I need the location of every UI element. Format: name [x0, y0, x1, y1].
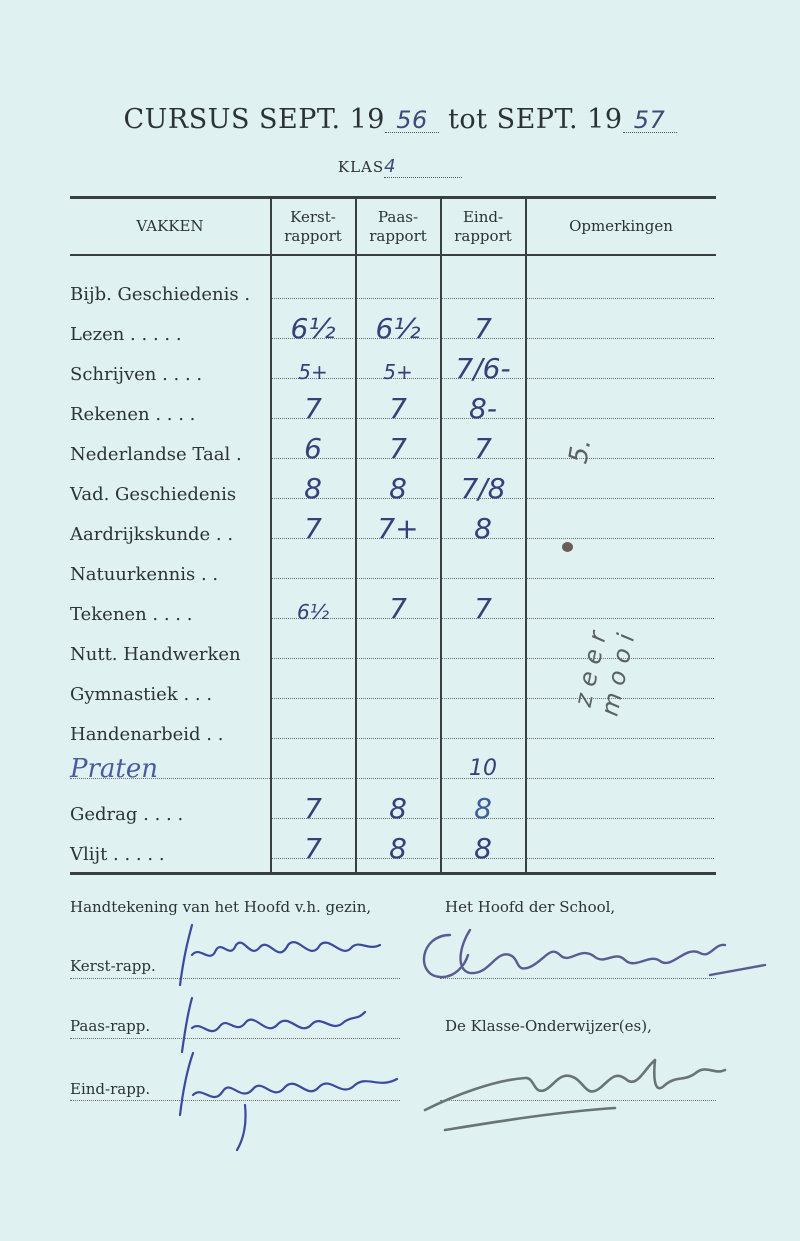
kerst-rapp-label: Kerst-rapp.	[70, 957, 156, 975]
subject-label: Handenarbeid . .	[70, 724, 224, 745]
grade-eind: 7	[474, 432, 492, 465]
grade-paas: 7	[389, 392, 407, 425]
grade-eind: 8	[474, 512, 492, 545]
subject-label: Vad. Geschiedenis	[70, 484, 237, 505]
grade-kerst: 7	[304, 832, 322, 865]
table-row	[0, 668, 800, 708]
grade-eind: 7/8	[460, 472, 506, 505]
header-kerst: Kerst- rapport	[284, 207, 342, 245]
subject-label: Nutt. Handwerken	[70, 644, 241, 665]
eind-rapp-label: Eind-rapp.	[70, 1080, 151, 1098]
subject-label: Schrijven . . . .	[70, 364, 203, 385]
table-row	[0, 828, 800, 868]
klas-label: KLAS	[337, 158, 385, 176]
table-row	[0, 628, 800, 668]
teacher-signature	[415, 1040, 735, 1140]
school-head-label: Het Hoofd der School,	[445, 898, 616, 916]
grade-eind: 8	[474, 832, 492, 865]
table-row	[0, 308, 800, 348]
grade-kerst: 6	[304, 432, 322, 465]
klas-line	[0, 156, 800, 178]
parent-signature-label: Handtekening van het Hoofd v.h. gezin,	[70, 898, 372, 916]
table-header-rule	[70, 254, 716, 256]
grade-kerst: 7	[304, 512, 322, 545]
table-row	[0, 508, 800, 548]
grade-eind: 10	[469, 756, 497, 781]
subject-label: Aardrijkskunde . .	[70, 524, 234, 545]
grade-paas: 7	[389, 432, 407, 465]
subject-label: Vlijt . . . . .	[70, 844, 165, 865]
opmerkingen-note: zeer mooi	[568, 621, 642, 719]
year-end: 57	[623, 108, 677, 133]
subject-label: Tekenen . . . .	[70, 604, 193, 625]
tot-label: tot SEPT. 19	[448, 104, 623, 135]
subject-label: Gymnastiek . . .	[70, 684, 213, 705]
grade-eind: 8-	[469, 392, 497, 425]
year-start: 56	[385, 108, 439, 133]
school-head-signature	[410, 915, 770, 995]
grade-paas: 8	[389, 472, 407, 505]
table-row	[0, 588, 800, 628]
subject-label: Natuurkennis . .	[70, 564, 219, 585]
table-bottom-rule	[70, 872, 716, 875]
subject-label-handwritten: Praten	[70, 754, 159, 784]
table-row	[0, 428, 800, 468]
grade-eind: 7/6-	[455, 352, 511, 385]
grade-paas: 6½	[375, 312, 421, 345]
table-row	[0, 748, 800, 788]
grade-eind: 8	[474, 792, 492, 825]
grade-kerst: 7	[304, 392, 322, 425]
cursus-prefix: CURSUS SEPT. 19	[123, 104, 385, 135]
parent-signature-eind	[165, 1045, 405, 1155]
header-opmerkingen: Opmerkingen	[569, 217, 673, 235]
paas-rapp-label: Paas-rapp.	[70, 1017, 151, 1035]
grade-paas: 8	[389, 792, 407, 825]
grade-kerst: 6½	[296, 600, 330, 624]
klasse-onderwijzer-label: De Klasse-Onderwijzer(es),	[445, 1017, 652, 1035]
grade-paas: 7	[389, 592, 407, 625]
grade-kerst: 6½	[290, 312, 336, 345]
grade-paas: 7+	[377, 512, 419, 545]
table-row	[0, 548, 800, 588]
subject-label: Gedrag . . . .	[70, 804, 184, 825]
parent-signature-kerst	[170, 915, 390, 995]
grade-paas: 5+	[383, 360, 413, 384]
header-eind: Eind- rapport	[454, 207, 512, 245]
grade-eind: 7	[474, 312, 492, 345]
table-row	[0, 788, 800, 828]
table-row	[0, 468, 800, 508]
table-row	[0, 388, 800, 428]
klas-value: 4	[384, 156, 462, 178]
header-vakken: VAKKEN	[136, 217, 204, 235]
grade-kerst: 7	[304, 792, 322, 825]
table-row	[0, 348, 800, 388]
opmerkingen-five-note: 5.	[563, 436, 598, 466]
grade-paas: 8	[389, 832, 407, 865]
grade-kerst: 5+	[298, 360, 328, 384]
subject-label: Nederlandse Taal .	[70, 444, 242, 465]
course-title	[0, 104, 800, 135]
table-row	[0, 708, 800, 748]
table-row	[0, 268, 800, 308]
subject-label: Rekenen . . . .	[70, 404, 196, 425]
grade-kerst: 8	[304, 472, 322, 505]
grade-eind: 7	[474, 592, 492, 625]
subject-label: Bijb. Geschiedenis .	[70, 284, 251, 305]
subject-label: Lezen . . . . .	[70, 324, 182, 345]
header-paas: Paas- rapport	[369, 207, 427, 245]
ink-spot	[562, 542, 573, 552]
